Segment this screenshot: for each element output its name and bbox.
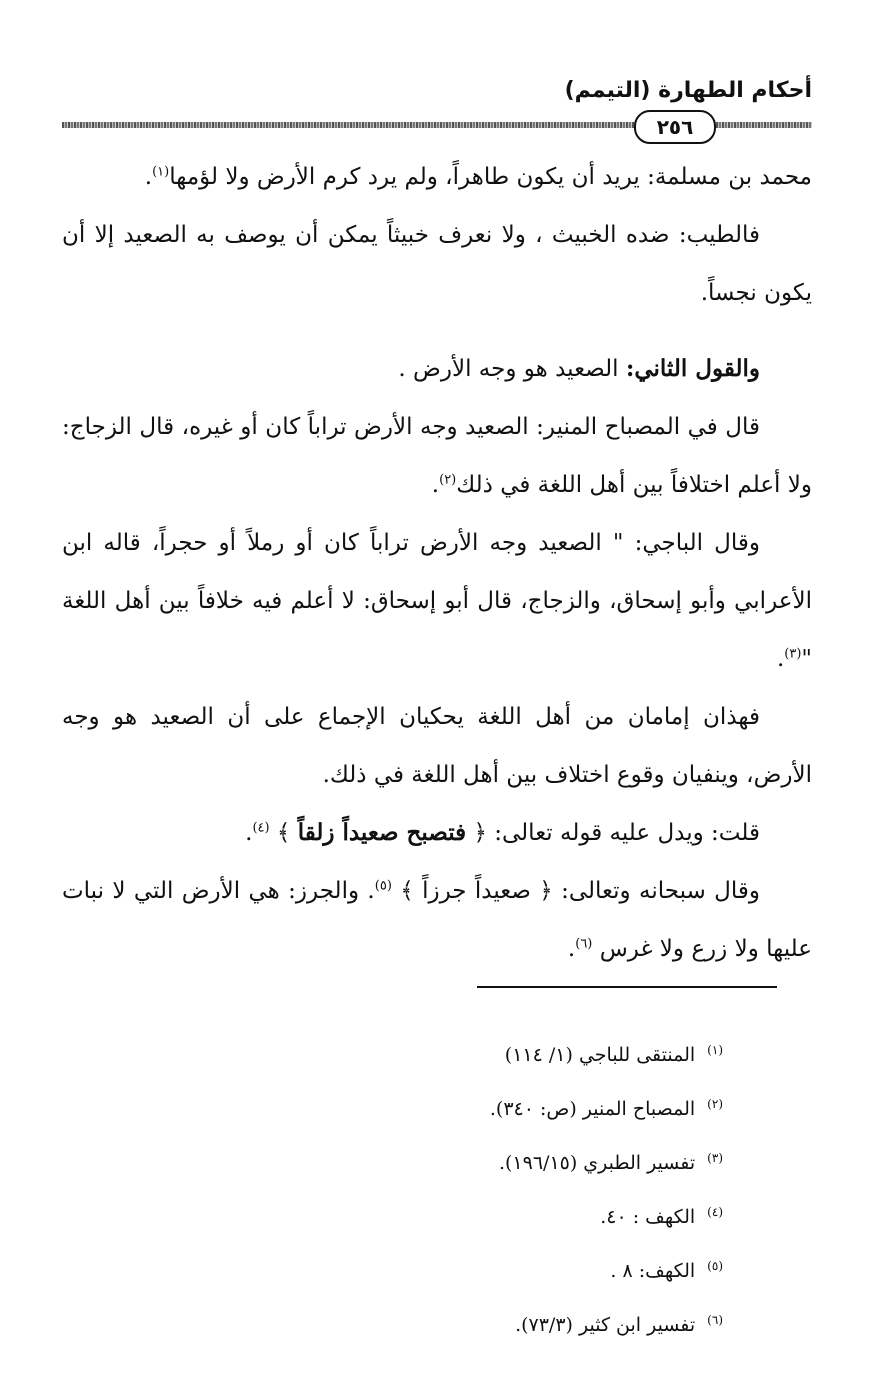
footnote-text: المصباح المنير (ص: ٣٤٠).	[489, 1098, 696, 1120]
footnote-separator	[477, 986, 777, 988]
paragraph-5	[62, 514, 812, 688]
paragraph-7	[62, 804, 812, 862]
second-opinion-heading: والقول الثاني:	[625, 355, 760, 382]
footnote-3	[163, 1136, 723, 1190]
paragraph-2: فالطيب: ضده الخبيث ، ولا نعرف خبيثاً يمكن أن يوصف به الصعيد إلا أن يكون نجساً.	[62, 222, 812, 306]
footnote-number: (٦)	[707, 1312, 723, 1327]
punctuation: .	[144, 164, 153, 190]
main-text	[62, 148, 812, 978]
footnote-5	[163, 1244, 723, 1298]
punctuation: .	[245, 820, 253, 846]
footnote-ref: (٦)	[575, 936, 593, 952]
footnote-number: (٢)	[707, 1096, 723, 1111]
punctuation: .	[431, 472, 440, 498]
footnote-number: (٣)	[707, 1150, 723, 1165]
paragraph-8-text: وقال سبحانه وتعالى: ﴿ صعيداً جرزاً ﴾	[400, 878, 760, 904]
footnote-1	[163, 1028, 723, 1082]
footnotes	[163, 1028, 723, 1352]
paragraph-4	[62, 398, 812, 514]
footnote-6	[163, 1298, 723, 1352]
footnote-text: تفسير الطبري (١٩٦/١٥).	[498, 1152, 696, 1174]
running-title: أحكام الطهارة (التيمم)	[564, 78, 812, 103]
footnote-text: الكهف: ٨ .	[610, 1260, 696, 1282]
footnote-text: تفسير ابن كثير (٧٣/٣).	[515, 1314, 696, 1336]
page-number: ٢٥٦	[634, 110, 716, 144]
footnote-ref: (١)	[152, 164, 170, 180]
paragraph-7-text: قلت: ويدل عليه قوله تعالى: ﴿	[473, 820, 760, 846]
quran-verse: فتصبح صعيداً زلقاً	[297, 819, 467, 846]
paragraph-1-text: محمد بن مسلمة: يريد أن يكون طاهراً، ولم يرد كرم الأرض ولا لؤمها	[169, 164, 812, 190]
paragraph-4-text: قال في المصباح المنير: الصعيد وجه الأرض تراباً كان أو غيره، قال الزجاج: ولا أعلم اختلافاً بين أهل اللغة في ذلك	[62, 414, 812, 498]
punctuation: .	[776, 646, 785, 672]
verse-bracket: ﴾	[276, 820, 291, 846]
paragraph-8-rest: . والجرز: هي الأرض التي لا نبات عليها ولا زرع ولا غرس	[62, 878, 812, 962]
page-header	[62, 78, 812, 138]
paragraph-1	[62, 148, 812, 206]
punctuation: .	[567, 936, 576, 962]
footnote-4	[163, 1190, 723, 1244]
footnote-ref: (٥)	[374, 878, 392, 894]
paragraph-3-text: الصعيد هو وجه الأرض .	[398, 356, 619, 382]
paragraph-5-text: وقال الباجي: " الصعيد وجه الأرض تراباً كان أو رملاً أو حجراً، قاله ابن الأعرابي وأبو إسحاق، والزجاج، قال أبو إسحاق: لا أعلم فيه خلافاً بين أهل اللغة "	[62, 530, 812, 672]
paragraph-8	[62, 862, 812, 978]
footnote-number: (٤)	[707, 1204, 723, 1219]
paragraph-3	[62, 340, 812, 398]
footnote-text: الكهف : ٤٠.	[600, 1206, 696, 1228]
footnote-2	[163, 1082, 723, 1136]
footnote-ref: (٣)	[784, 646, 802, 662]
footnote-number: (١)	[707, 1042, 723, 1057]
paragraph-6: فهذان إمامان من أهل اللغة يحكيان الإجماع على أن الصعيد هو وجه الأرض، وينفيان وقوع اختلاف بين أهل اللغة في ذلك.	[62, 704, 812, 788]
footnote-number: (٥)	[707, 1258, 723, 1273]
footnote-ref: (٢)	[439, 472, 457, 488]
footnote-ref: (٤)	[252, 820, 270, 836]
footnote-text: المنتقى للباجي (١/ ١١٤)	[504, 1044, 696, 1066]
